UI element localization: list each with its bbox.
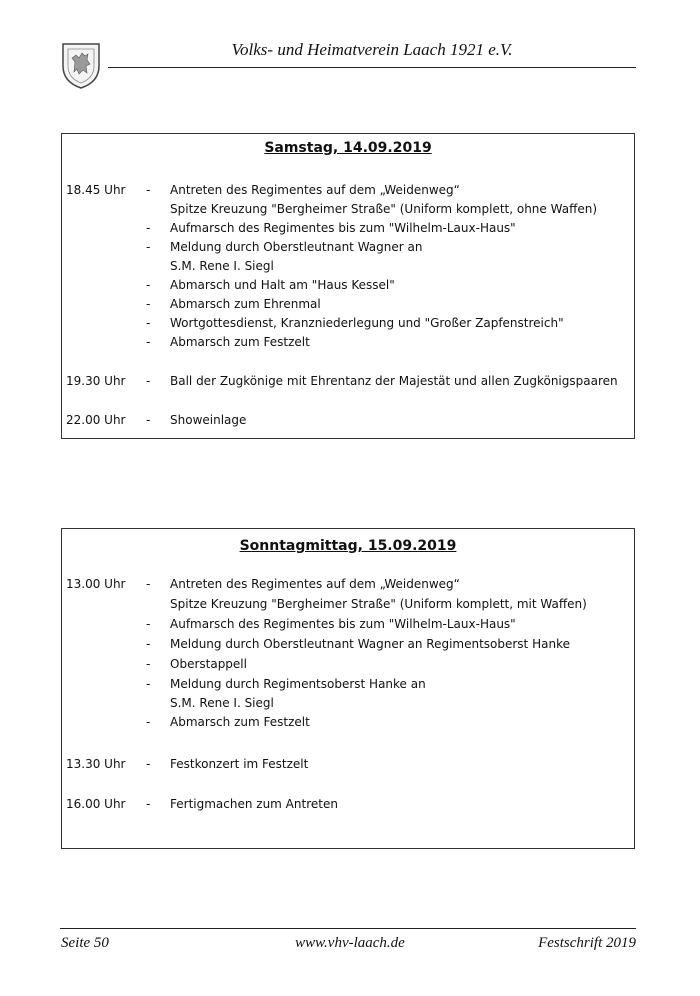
row-time: 13.00 Uhr xyxy=(66,577,126,591)
row-dash: - xyxy=(146,278,151,292)
footer-url[interactable]: www.vhv-laach.de xyxy=(295,935,405,951)
row-dash: - xyxy=(146,577,151,591)
row-time: 13.30 Uhr xyxy=(66,757,126,771)
row-dash: - xyxy=(146,240,151,254)
row-dash: - xyxy=(146,715,151,729)
row-text: Abmarsch und Halt am "Haus Kessel" xyxy=(170,278,395,292)
row-dash: - xyxy=(146,657,151,671)
row-dash: - xyxy=(146,797,151,811)
row-text: Meldung durch Oberstleutnant Wagner an xyxy=(170,240,423,254)
header-divider xyxy=(108,67,636,68)
row-dash: - xyxy=(146,374,151,388)
row-dash: - xyxy=(146,183,151,197)
row-dash: - xyxy=(146,316,151,330)
row-text: Abmarsch zum Festzelt xyxy=(170,715,310,729)
row-dash: - xyxy=(146,335,151,349)
row-text: Spitze Kreuzung "Bergheimer Straße" (Uniform komplett, mit Waffen) xyxy=(170,597,587,611)
row-text: Spitze Kreuzung "Bergheimer Straße" (Uniform komplett, ohne Waffen) xyxy=(170,202,598,216)
row-text: Oberstappell xyxy=(170,657,247,671)
schedule-box-saturday xyxy=(61,133,635,439)
row-dash: - xyxy=(146,677,151,691)
row-text: Meldung durch Oberstleutnant Wagner an Regimentsoberst Hanke xyxy=(170,637,570,651)
row-text: Festkonzert im Festzelt xyxy=(170,757,309,771)
row-text: Ball der Zugkönige mit Ehrentanz der Majestät und allen Zugkönigspaaren xyxy=(170,374,618,388)
row-dash: - xyxy=(146,221,151,235)
row-text: Abmarsch zum Festzelt xyxy=(170,335,310,349)
coat-of-arms-icon xyxy=(60,40,102,90)
schedule-box-sunday xyxy=(61,528,635,849)
schedule-title-saturday: Samstag, 14.09.2019 xyxy=(264,140,432,156)
page-number: Seite 50 xyxy=(61,935,109,951)
row-text: Fertigmachen zum Antreten xyxy=(170,797,338,811)
schedule-title-sunday: Sonntagmittag, 15.09.2019 xyxy=(239,538,457,554)
row-text: S.M. Rene I. Siegl xyxy=(170,259,274,273)
row-text: Aufmarsch des Regimentes bis zum "Wilhelm-Laux-Haus" xyxy=(170,617,516,631)
publication-name: Festschrift 2019 xyxy=(538,935,636,951)
row-text: Meldung durch Regimentsoberst Hanke an xyxy=(170,677,426,691)
row-text: Abmarsch zum Ehrenmal xyxy=(170,297,321,311)
row-dash: - xyxy=(146,617,151,631)
row-dash: - xyxy=(146,297,151,311)
row-dash: - xyxy=(146,413,151,427)
row-time: 19.30 Uhr xyxy=(66,374,126,388)
footer-divider xyxy=(60,928,636,929)
row-text: Antreten des Regimentes auf dem „Weidenweg“ xyxy=(170,577,460,591)
header-title: Volks- und Heimatverein Laach 1921 e.V. xyxy=(231,40,513,59)
row-text: S.M. Rene I. Siegl xyxy=(170,696,274,710)
row-text: Antreten des Regimentes auf dem „Weidenweg“ xyxy=(170,183,460,197)
row-time: 16.00 Uhr xyxy=(66,797,126,811)
row-text: Showeinlage xyxy=(170,413,247,427)
row-time: 18.45 Uhr xyxy=(66,183,126,197)
row-text: Wortgottesdienst, Kranzniederlegung und "Großer Zapfenstreich" xyxy=(170,316,564,330)
row-dash: - xyxy=(146,757,151,771)
row-time: 22.00 Uhr xyxy=(66,413,126,427)
row-dash: - xyxy=(146,637,151,651)
row-text: Aufmarsch des Regimentes bis zum "Wilhelm-Laux-Haus" xyxy=(170,221,516,235)
